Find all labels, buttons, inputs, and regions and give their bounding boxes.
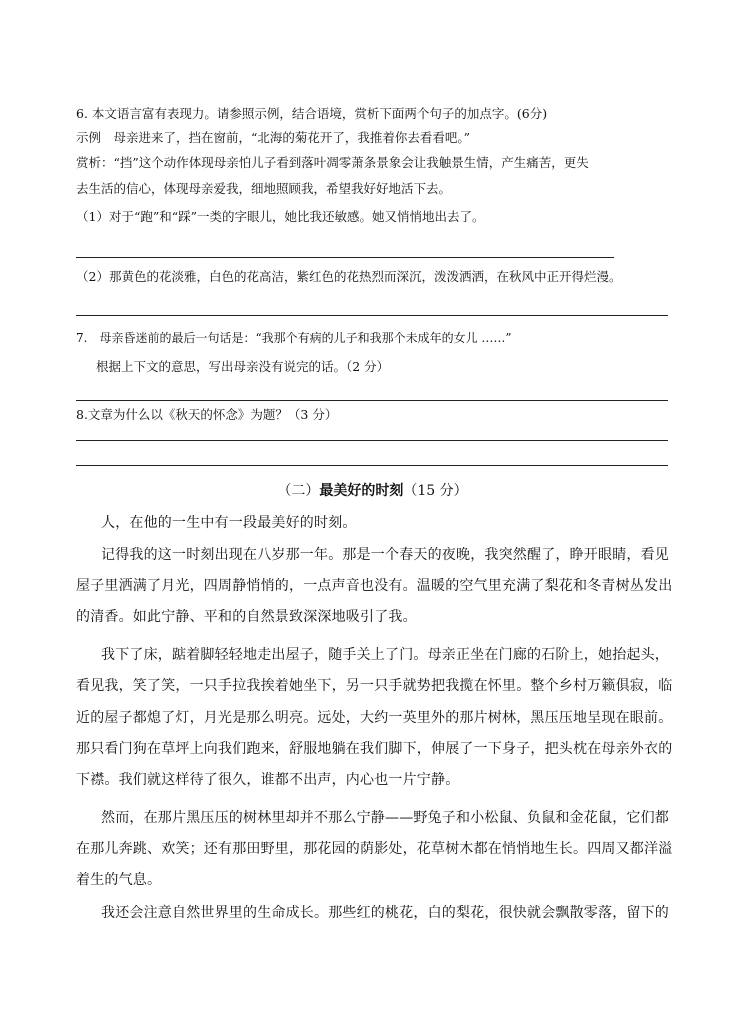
answer-line — [76, 440, 668, 441]
passage-line: 屋子里洒满了月光，四周静悄悄的，一点声音也没有。温暖的空气里充满了梨花和冬青树丛发出 — [76, 578, 673, 594]
passage-line: 看见我，笑了笑，一只手拉我挨着她坐下，另一只手就势把我揽在怀里。整个乡村万籁俱寂，临 — [76, 678, 673, 694]
q6-item2: （2）那黄色的花淡雅，白色的花高洁，紫红色的花热烈而深沉，泼泼洒洒，在秋风中正开得烂漫。 — [76, 269, 622, 284]
passage-line: 近的屋子都熄了灯，月光是那么明亮。远处，大约一英里外的那片树林，黑压压地呈现在眼前。 — [76, 710, 673, 726]
passage-line: 的清香。如此宁静、平和的自然景致深深地吸引了我。 — [76, 609, 417, 625]
q6-prompt: 6. 本文语言富有表现力。请参照示例，结合语境，赏析下面两个句子的加点字。(6分) — [76, 106, 548, 121]
q7-sub: 根据上下文的意思，写出母亲没有说完的话。（2 分） — [96, 359, 390, 374]
passage-line: 那只看门狗在草坪上向我们跑来，舒服地躺在我们脚下，伸展了一下身子，把头枕在母亲外衣的 — [76, 741, 673, 757]
passage-line: 我下了床，踮着脚轻轻地走出屋子，随手关上了门。母亲正坐在门廊的石阶上，她抬起头， — [101, 647, 669, 663]
q7-prompt: 7. 母亲昏迷前的最后一句话是：“我那个有病的儿子和我那个未成年的女儿 ……” — [76, 331, 512, 345]
passage-line: 在那儿奔跳、欢笑；还有那田野里，那花园的荫影处，花草树木都在悄悄地生长。四周又都洋溢 — [76, 841, 673, 857]
section-title-prefix: （二） — [277, 483, 320, 499]
q8-prompt: 8.文章为什么以《秋天的怀念》为题？（3 分） — [76, 407, 338, 422]
passage-line: 然而，在那片黑压压的树林里却并不那么宁静——野兔子和小松鼠、负鼠和金花鼠，它们都 — [101, 810, 669, 826]
q6-item1: （1）对于“跑”和“踩”一类的字眼儿，她比我还敏感。她又悄悄地出去了。 — [76, 209, 485, 224]
answer-line — [76, 400, 668, 401]
answer-line — [76, 465, 668, 466]
q6-analysis-line1: 赏析：“挡”这个动作体现母亲怕儿子看到落叶凋零萧条景象会让我触景生情，产生痛苦，更失 — [76, 155, 589, 170]
q6-analysis-line2: 去生活的信心，体现母亲爱我，细地照顾我，希望我好好地活下去。 — [76, 181, 452, 196]
section-title — [0, 481, 745, 501]
passage-line: 记得我的这一时刻出现在八岁那一年。那是一个春天的夜晚，我突然醒了，睁开眼睛，看见 — [101, 547, 669, 563]
section-title-main: 最美好的时刻 — [319, 483, 404, 499]
passage-line: 我还会注意自然世界里的生命成长。那些红的桃花，白的梨花，很快就会飘散零落，留下的 — [101, 905, 669, 921]
passage-line: 人，在他的一生中有一段最美好的时刻。 — [101, 515, 357, 531]
section-title-suffix: （15 分） — [403, 483, 468, 499]
passage-line: 着生的气息。 — [76, 872, 162, 888]
answer-line — [76, 315, 668, 316]
q6-example: 示例 母亲进来了，挡在窗前，“北海的菊花开了，我推着你去看看吧。” — [76, 130, 471, 145]
answer-line — [76, 257, 614, 258]
passage-line: 下襟。我们就这样待了很久，谁都不出声，内心也一片宁静。 — [76, 772, 460, 788]
